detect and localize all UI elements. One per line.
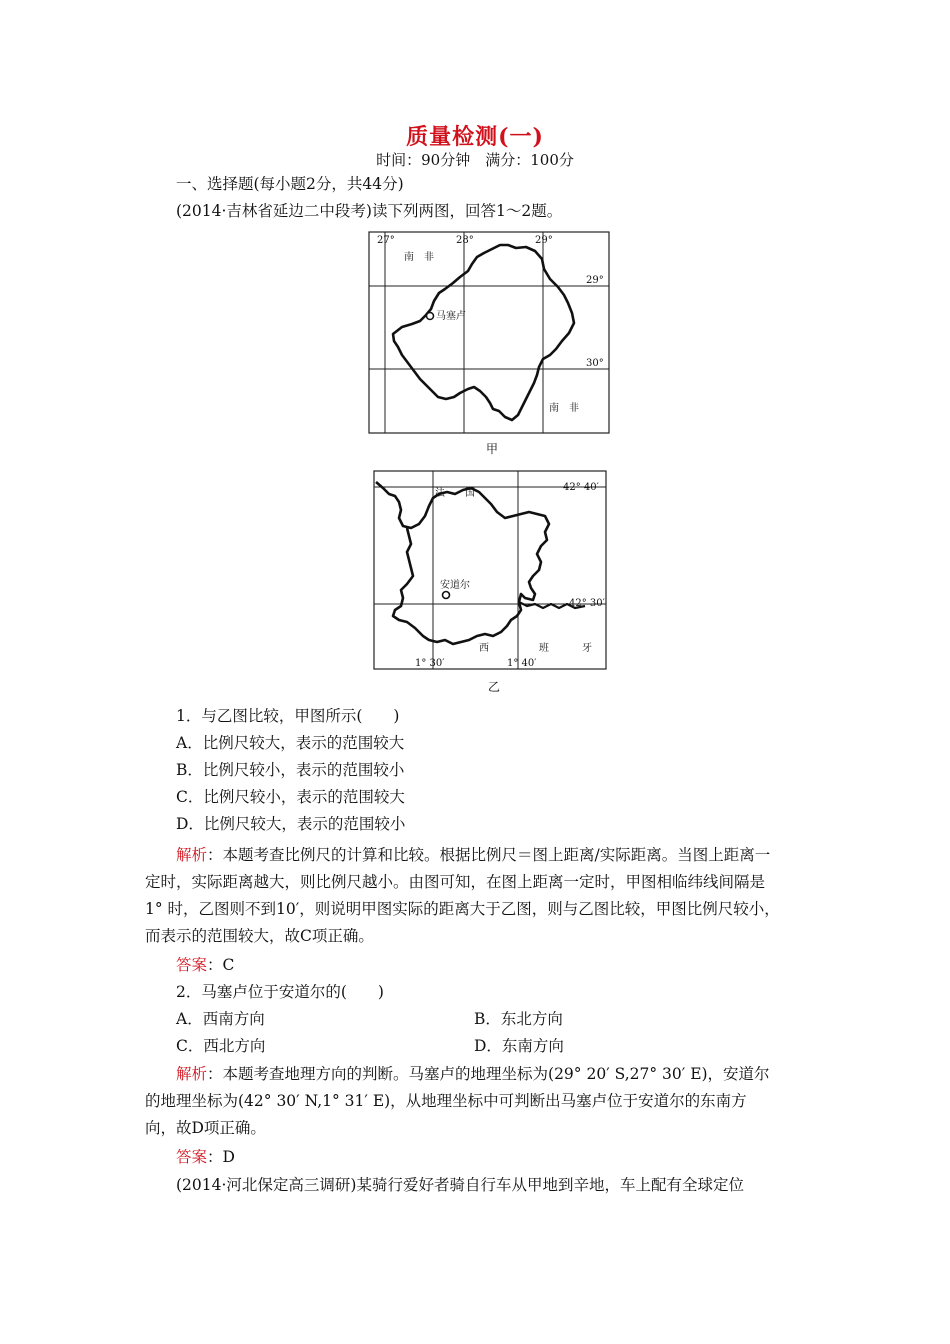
analysis-text: ：本题考查比例尺的计算和比较。根据比例尺＝图上距离/实际距离。当图上距离一: [207, 846, 771, 864]
analysis-label: 解析: [176, 846, 208, 864]
map-yi: [373, 470, 609, 676]
lat-label-42-40: 42° 40′: [563, 482, 599, 493]
map-jia: [368, 231, 612, 440]
question-2-analysis-line-1: [176, 1064, 770, 1084]
question-group-intro: (2014·吉林省延边二中段考)读下列两图，回答1～2题。: [176, 202, 563, 220]
question-2-stem: 2．马塞卢位于安道尔的( ): [176, 983, 384, 1001]
question-1-stem: 1．与乙图比较，甲图所示( ): [176, 707, 400, 725]
city-label-andorra: 安道尔: [440, 580, 470, 591]
question-2-option-c: C．西北方向: [176, 1037, 266, 1055]
question-1-option-a: A．比例尺较大，表示的范围较大: [176, 734, 405, 752]
page-title: 质量检测(一): [406, 124, 544, 150]
analysis-label: 解析: [176, 1065, 208, 1083]
analysis-text: ：本题考查地理方向的判断。马塞卢的地理坐标为(29° 20′ S,27° 30′ E)，安道尔: [207, 1065, 770, 1083]
lat-label-42-30: 42° 30′: [569, 598, 605, 609]
question-1-option-c: C．比例尺较小，表示的范围较大: [176, 788, 405, 806]
lat-label-30: 30°: [586, 358, 604, 369]
next-question-group-intro: (2014·河北保定高三调研)某骑行爱好者骑自行车从甲地到辛地，车上配有全球定位: [176, 1176, 744, 1194]
lon-label-1-30: 1° 30′: [415, 658, 445, 669]
question-1-analysis-line-1: [176, 845, 770, 865]
lat-label-29: 29°: [586, 275, 604, 286]
question-1-answer: [176, 955, 234, 975]
maseru-marker: [427, 313, 434, 320]
question-2-answer: [176, 1147, 235, 1167]
region-label-spain-2: 班: [539, 643, 549, 654]
lesotho-border: [393, 245, 574, 420]
question-1-option-d: D．比例尺较大，表示的范围较小: [176, 815, 406, 833]
map-yi-caption: 乙: [488, 680, 501, 694]
map-yi-figure: [373, 470, 609, 672]
question-1-analysis-line-3: 1° 时，乙图则不到10′，则说明甲图实际的距离大于乙图，则与乙图比较，甲图比例尺较小，: [145, 900, 780, 918]
region-label-spain-1: 西: [479, 643, 489, 654]
region-label-south-africa-top: 南 非: [404, 252, 434, 263]
question-2-option-d: D．东南方向: [474, 1037, 564, 1055]
section-heading: 一、选择题(每小题2分，共44分): [176, 175, 404, 193]
exam-meta: 时间：90分钟 满分：100分: [376, 151, 574, 169]
answer-label: 答案: [176, 1148, 208, 1166]
region-label-france: 法 国: [435, 488, 475, 499]
answer-value: ：C: [207, 956, 235, 974]
map-jia-figure: [368, 231, 612, 436]
question-2-analysis-line-2: 的地理坐标为(42° 30′ N,1° 31′ E)，从地理坐标中可判断出马塞卢位于安道尔的东南方: [145, 1092, 747, 1110]
region-label-south-africa-bottom: 南 非: [549, 403, 579, 414]
map-jia-caption: 甲: [486, 442, 499, 456]
region-label-spain-3: 牙: [582, 643, 592, 654]
question-2-option-a: A．西南方向: [176, 1010, 265, 1028]
question-2-analysis-line-3: 向，故D项正确。: [145, 1119, 266, 1137]
lon-label-1-40: 1° 40′: [507, 658, 537, 669]
question-1-option-b: B．比例尺较小，表示的范围较小: [176, 761, 405, 779]
answer-value: ：D: [207, 1148, 235, 1166]
andorra-border: [376, 482, 549, 644]
city-label-maseru: 马塞卢: [436, 311, 466, 322]
map-frame-yi: [374, 471, 606, 669]
question-1-analysis-line-4: 而表示的范围较大，故C项正确。: [145, 927, 374, 945]
lon-label-29: 29°: [535, 235, 553, 246]
lon-label-27: 27°: [377, 235, 395, 246]
lon-label-28: 28°: [456, 235, 474, 246]
question-2-option-b: B．东北方向: [474, 1010, 563, 1028]
andorra-la-vella-marker: [443, 592, 450, 599]
answer-label: 答案: [176, 956, 208, 974]
question-1-analysis-line-2: 定时，实际距离越大，则比例尺越小。由图可知，在图上距离一定时，甲图相临纬线间隔是: [145, 873, 766, 891]
